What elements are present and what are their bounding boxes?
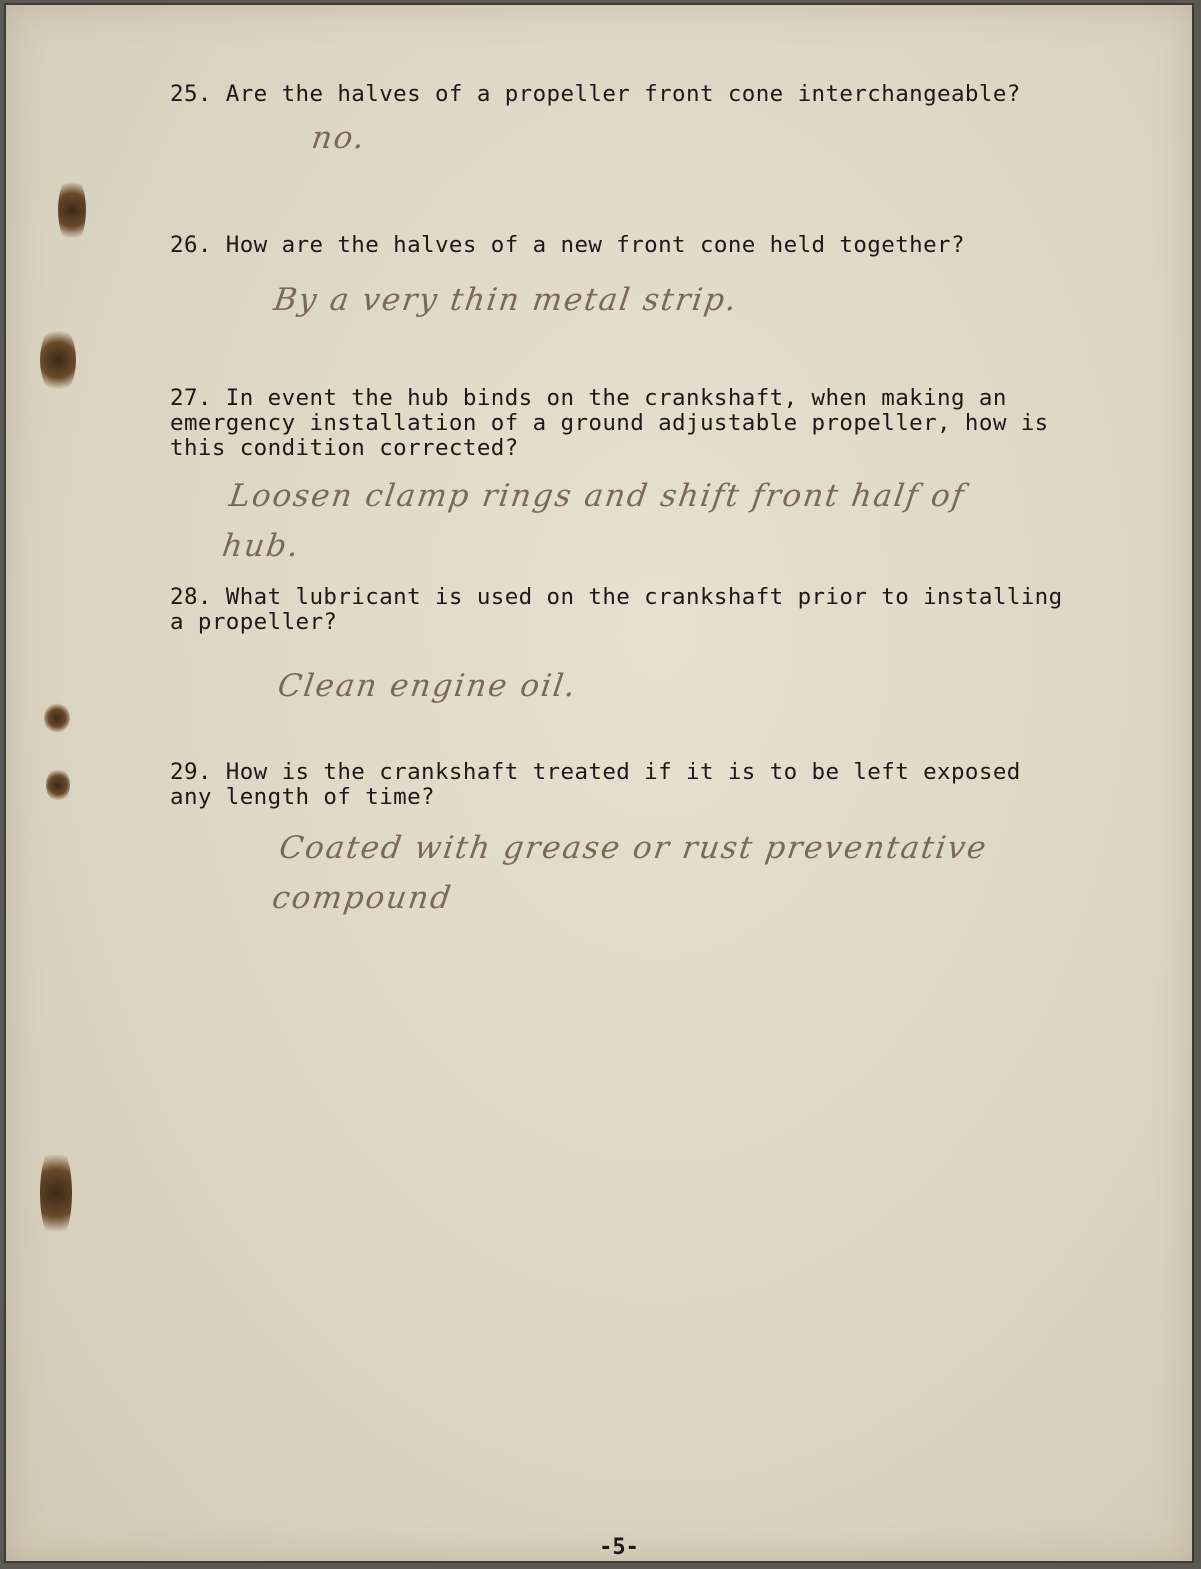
question-29-handwritten-answer: Coated with grease or rust preventative compound	[269, 830, 991, 916]
question-26-handwritten-answer: By a very thin metal strip.	[271, 282, 741, 318]
page-number: -5-	[599, 1535, 639, 1560]
question-25-text: 25. Are the halves of a propeller front cone interchangeable?	[170, 81, 1021, 107]
question-29-text: 29. How is the crankshaft treated if it is to be left exposed any length of time?	[170, 759, 1021, 810]
binder-hole-stain	[40, 325, 76, 395]
question-28-text: 28. What lubricant is used on the crankshaft prior to installing a propeller?	[170, 584, 1063, 635]
binder-hole-stain	[58, 175, 86, 245]
question-28-handwritten-answer: Clean engine oil.	[275, 668, 580, 704]
document-page	[4, 3, 1194, 1563]
binder-hole-stain	[44, 703, 70, 733]
binder-hole-stain	[40, 1143, 72, 1243]
question-27-handwritten-answer: Loosen clamp rings and shift front half of hub.	[219, 478, 968, 564]
question-26-text: 26. How are the halves of a new front cone held together?	[170, 232, 965, 258]
binder-hole-stain	[46, 768, 70, 802]
question-25-handwritten-answer: no.	[309, 120, 369, 156]
question-27-text: 27. In event the hub binds on the crankshaft, when making an emergency installation of a ground adjustable propeller, how is this condition corrected?	[170, 385, 1049, 461]
